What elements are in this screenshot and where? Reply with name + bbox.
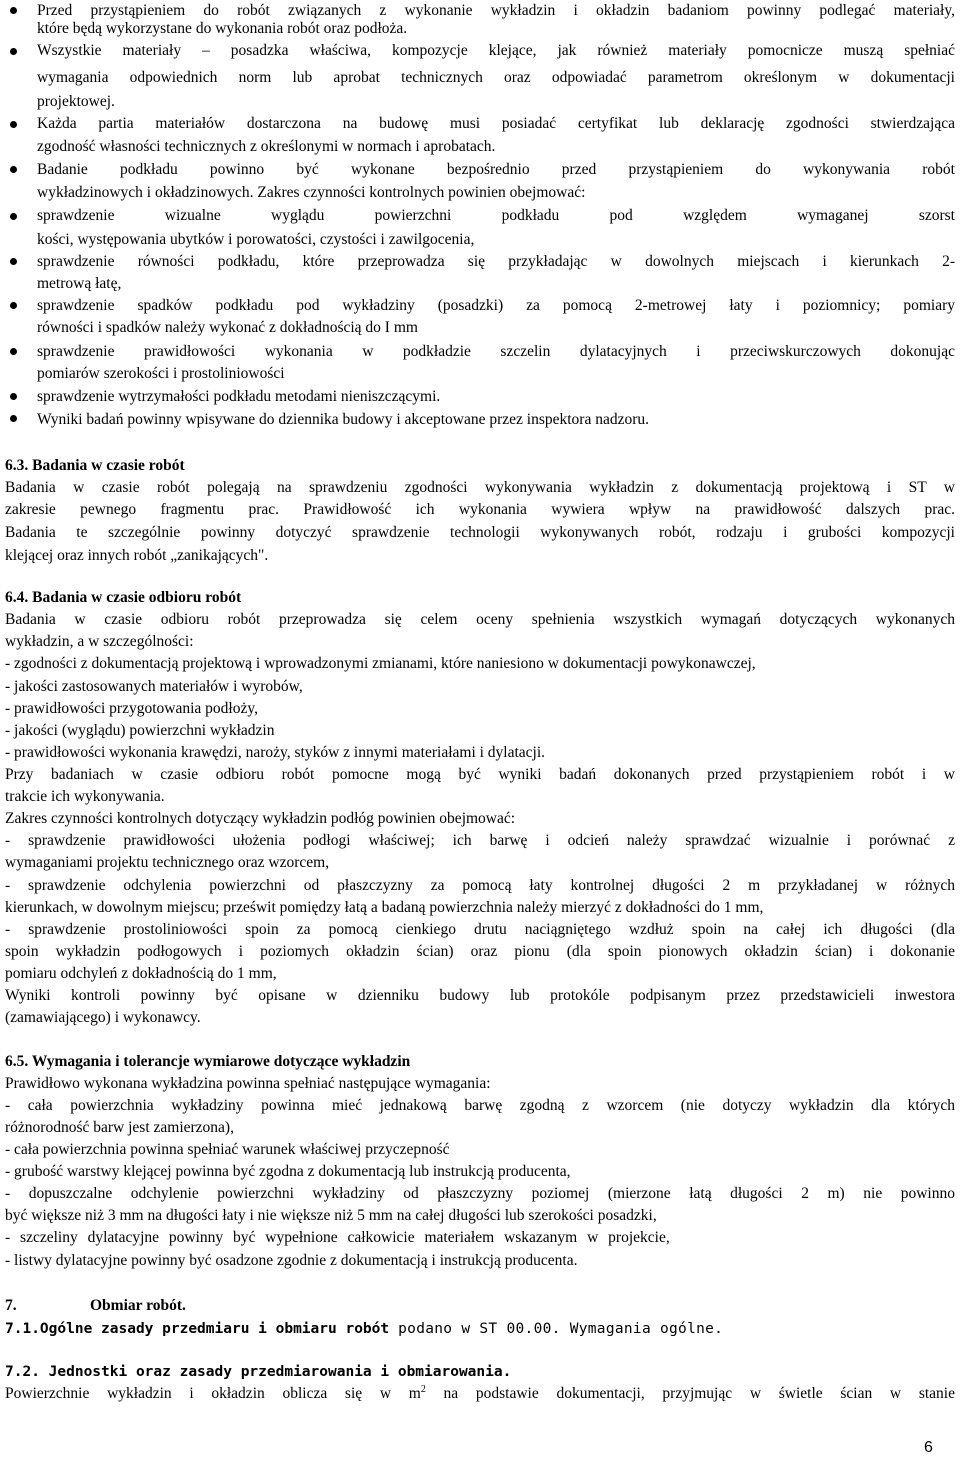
section-number: 7. [5, 1297, 17, 1314]
section-heading: 6.4. Badania w czasie odbioru robót [5, 589, 242, 606]
paragraph-line: pomiaru odchyleń z dokładnością do 1 mm, [5, 965, 277, 982]
section-heading: 6.3. Badania w czasie robót [5, 457, 185, 474]
paragraph-line: - sprawdzenie prawidłowości ułożenia podłogi właściwej; ich barwę i odcień należy sprawdzać wizualnie i porównać z [5, 832, 955, 849]
paragraph-line: Badania w czasie robót polegają na sprawdzeniu zgodności wykonywania wykładzin z dokumentacją projektową i ST w [5, 479, 955, 496]
bullet-dot [10, 393, 17, 400]
subsection-text: podano w ST 00.00. Wymagania ogólne. [389, 1321, 724, 1337]
list-item-line: równości i spadków należy wykonać z dokładnością do I mm [37, 319, 418, 336]
paragraph-text: Powierzchnie wykładzin i okładzin oblicza się w m [5, 1385, 421, 1402]
paragraph-line: wykładzin, a w szczególności: [5, 633, 194, 650]
list-item-line: kości, występowania ubytków i porowatości, czystości i zawilgocenia, [37, 231, 475, 248]
subsection-heading: 7.2. Jednostki oraz zasady przedmiarowania i obmiarowania. [5, 1364, 512, 1380]
paragraph-line [5, 1386, 955, 1402]
list-item-line: projektowej. [37, 93, 115, 110]
list-item-line: które będą wykorzystane do wykonania robót oraz podłoża. [37, 20, 408, 37]
list-item-line: sprawdzenie wizualne wyglądu powierzchni podkładu pod względem wymaganej szorst [37, 207, 955, 224]
paragraph-line: kierunkach, w dowolnym miejscu; prześwit pomiędzy łatą a badaną powierzchnia należy mierzyć z dokładności do 1 mm, [5, 899, 764, 916]
paragraph-line: - jakości zastosowanych materiałów i wyrobów, [5, 678, 303, 695]
list-item-line: Wyniki badań powinny wpisywane do dziennika budowy i akceptowane przez inspektora nadzoru. [37, 411, 649, 428]
list-item-line: Wszystkie materiały – posadzka właściwa, kompozycje klejące, jak również materiały pomocnicze muszą spełniać [37, 42, 955, 59]
list-item-line: zgodność własności technicznych z określonymi w normach i aprobatach. [37, 138, 496, 155]
paragraph-line: Prawidłowo wykonana wykładzina powinna spełniać następujące wymagania: [5, 1075, 491, 1092]
bullet-dot [10, 258, 17, 265]
paragraph-line: - grubość warstwy klejącej powinna być zgodna z dokumentacją lub instrukcją producenta, [5, 1163, 571, 1180]
paragraph-line: Wyniki kontroli powinny być opisane w dzienniku budowy lub protokóle podpisanym przez przedstawicieli inwestora [5, 987, 955, 1004]
list-item-line: sprawdzenie wytrzymałości podkładu metodami nieniszczącymi. [37, 388, 441, 405]
subsection-heading: 7.1.Ogólne zasady przedmiaru i obmiaru robót [5, 1321, 390, 1337]
paragraph-line: spoin wykładzin podłogowych i poziomych okładzin ścian) oraz pionu (dla spoin pionowych okładzin ścian) i dokonanie [5, 943, 955, 960]
paragraph-line: być większe niż 3 mm na długości łaty i nie większe niż 5 mm na całej długości lub szerokości posadzki, [5, 1207, 657, 1224]
paragraph-line: - dopuszczalne odchylenie powierzchni wykładziny od płaszczyzny poziomej (mierzone łatą długości 2 m) nie powinno [5, 1185, 955, 1202]
bullet-dot [10, 121, 17, 128]
page-number: 6 [924, 1439, 933, 1456]
paragraph-line: - sprawdzenie odchylenia powierzchni od płaszczyzny za pomocą łaty kontrolnej długości 2 m przykładanej w różnych [5, 877, 955, 894]
paragraph-line: - prawidłowości wykonania krawędzi, naroży, styków z innymi materiałami i dylatacji. [5, 744, 546, 761]
paragraph-line: - zgodności z dokumentacją projektową i wprowadzonymi zmianami, które naniesiono w dokumentacji powykonawczej, [5, 655, 756, 672]
paragraph-line: Zakres czynności kontrolnych dotyczący wykładzin podłóg powinien obejmować: [5, 810, 516, 827]
paragraph-line: - sprawdzenie prostoliniowości spoin za pomocą cienkiego drutu naciągniętego wzdłuż spoin na całej ich długości (dla [5, 921, 955, 938]
bullet-dot [10, 302, 17, 309]
paragraph-line: Badania te szczególnie powinny dotyczyć sprawdzenie technologii wykonywanych robót, rodzaju i grubości kompozycji [5, 524, 955, 541]
list-item-line: Przed przystąpieniem do robót związanych z wykonanie wykładzin i okładzin badaniom powinny podlegać materiały, [37, 2, 955, 19]
paragraph-line: zakresie pewnego fragmentu prac. Prawidłowość ich wykonania wywiera wpływ na prawidłowość dalszych prac. [5, 501, 955, 518]
paragraph-line: - szczeliny dylatacyjne powinny być wypełnione całkowicie materiałem wskazanym w projekcie, [5, 1229, 670, 1246]
paragraph-line: - prawidłowości przygotowania podłoży, [5, 700, 258, 717]
superscript: 2 [420, 1384, 426, 1395]
paragraph-line: (zamawiającego) i wykonawcy. [5, 1009, 201, 1026]
paragraph-line: Badania w czasie odbioru robót przeprowadza się celem oceny spełnienia wszystkich wymagań dotyczących wykonanych [5, 611, 955, 628]
list-item-line: pomiarów szerokości i prostoliniowości [37, 365, 285, 382]
list-item-line: sprawdzenie spadków podkładu pod wykładziny (posadzki) za pomocą 2-metrowej łaty i poziomnicy; pomiary [37, 297, 955, 314]
list-item-line: wymagania odpowiednich norm lub aprobat technicznych oraz odpowiadać parametrom określonym w dokumentacji [37, 69, 955, 86]
subsection-line [5, 1321, 723, 1337]
list-item-line: Badanie podkładu powinno być wykonane bezpośrednio przed przystąpieniem do wykonywania robót [37, 161, 955, 178]
paragraph-text: na podstawie dokumentacji, przyjmując w świetle ścian w stanie [425, 1385, 955, 1402]
paragraph-line: klejącej oraz innych robót „zanikających". [5, 547, 269, 564]
paragraph-line: Przy badaniach w czasie odbioru robót pomocne mogą być wyniki badań dokonanych przed przystąpieniem robót i w [5, 766, 955, 783]
bullet-dot [10, 48, 17, 55]
list-item-line: sprawdzenie równości podkładu, które przeprowadza się przykładając w dowolnych miejscach i kierunkach 2- [37, 253, 955, 270]
paragraph-line: - cała powierzchnia powinna spełniać warunek właściwej przyczepność [5, 1141, 450, 1158]
bullet-dot [10, 166, 17, 173]
bullet-dot [10, 213, 17, 220]
list-item-line: Każda partia materiałów dostarczona na budowę musi posiadać certyfikat lub deklarację zgodności stwierdzająca [37, 115, 955, 132]
paragraph-line: - listwy dylatacyjne powinny być osadzone zgodnie z dokumentacją i instrukcją producenta. [5, 1252, 578, 1269]
bullet-dot [10, 348, 17, 355]
paragraph-line: trakcie ich wykonywania. [5, 788, 165, 805]
bullet-dot [10, 415, 17, 422]
bullet-dot [10, 7, 17, 14]
list-item-line: metrową łatę, [37, 275, 122, 292]
list-item-line: wykładzinowych i okładzinowych. Zakres czynności kontrolnych powinien obejmować: [37, 184, 586, 201]
paragraph-line: - cała powierzchnia wykładziny powinna mieć jednakową barwę zgodną z wzorcem (nie dotyczy wykładzin dla których [5, 1097, 955, 1114]
section-heading: 6.5. Wymagania i tolerancje wymiarowe dotyczące wykładzin [5, 1053, 411, 1070]
section-heading: Obmiar robót. [90, 1297, 186, 1314]
paragraph-line: wymaganiami projektu technicznego oraz wzorcem, [5, 854, 330, 871]
paragraph-line: różnorodność barw jest zamierzona), [5, 1119, 234, 1136]
paragraph-line: - jakości (wyglądu) powierzchni wykładzin [5, 722, 275, 739]
list-item-line: sprawdzenie prawidłowości wykonania w podkładzie szczelin dylatacyjnych i przeciwskurczowych dokonując [37, 343, 955, 360]
